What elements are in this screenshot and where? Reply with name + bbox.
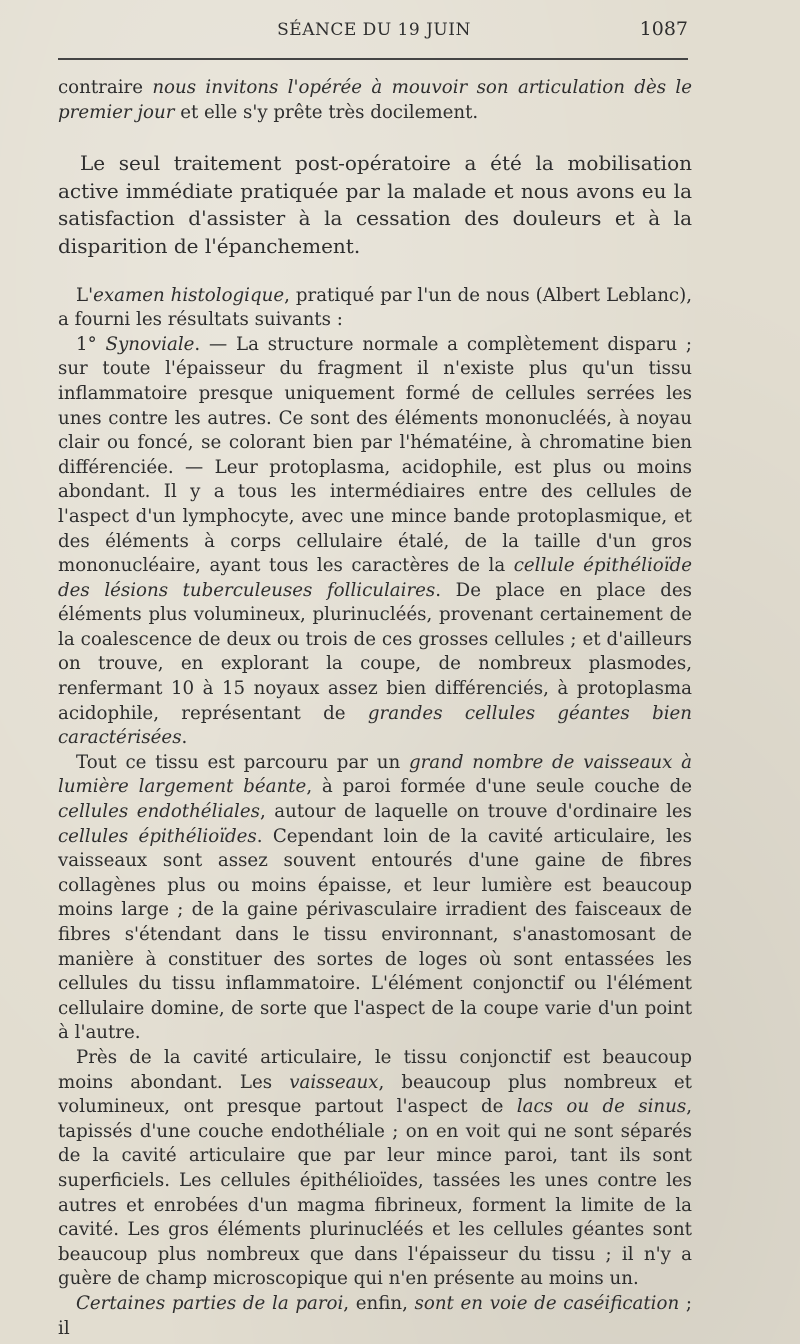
text-run: . De place en place des éléments plus volumineux, plurinucléés, provenant certainement de la coalescence de deux ou trois de ces grosses cellules ; et d'ailleurs on trouve, en explorant la coupe, de nombreux plasmodes, renfermant 10 à 15 noyaux assez bien différenciés, à protoplasma acidophile, représentant de [58,579,692,724]
text-run: , enfin, [343,1292,415,1314]
paragraph-synoviale [58,333,692,751]
body-text [58,76,692,1341]
text-run: et elle s'y prête très docilement. [174,101,479,123]
paragraph-caseification [58,1292,692,1341]
italic-run: examen histologique [93,284,285,306]
italic-run: lacs ou de sinus [516,1096,687,1118]
italic-run: Synoviale [105,333,195,355]
text-run: , beaucoup plus nombreux et volumineux, ont presque partout l'aspect de [58,1071,692,1118]
paragraph-treatment [58,150,692,260]
text-run: Tout ce tissu est parcouru par un [76,751,409,773]
page-number: 1087 [639,18,688,40]
text-run: , à paroi formée d'une seule couche de [306,776,692,798]
italic-run: Certaines parties de la paroi [76,1292,344,1314]
text-run: , autour de laquelle on trouve d'ordinaire les [259,801,692,823]
italic-run: cellules épithélioïdes [58,825,257,847]
text-run: , pratiqué par l'un de nous (Albert Leblanc), a fourni les résultats suivants : [58,284,692,331]
text-run: contraire [58,77,153,98]
italic-run: cellules endothéliales [58,801,260,823]
running-title: SÉANCE DU 19 JUIN [277,20,471,40]
italic-run: cellule épithélioïde des lésions tuberculeuses folliculaires [58,555,692,601]
italic-run: nous invitons l'opérée à mouvoir son articulation dès le premier jour [58,77,692,123]
text-run: ; il [58,1292,692,1339]
text-run: Près de la cavité articulaire, le tissu conjonctif est beaucoup moins abondant. Les [58,1046,692,1093]
paragraph-histology-intro [58,284,692,333]
italic-run: grand nombre de vaisseaux à lumière largement béante [58,751,692,798]
running-head [58,18,690,48]
paragraph-cavity [58,1046,692,1292]
italic-run: grandes cellules géantes bien caractérisées [58,702,692,749]
paragraph-vessels [58,751,692,1046]
text-run: 1° [76,333,106,355]
text-run: . — La structure normale a complètement disparu ; sur toute l'épaisseur du fragment il n'existe plus qu'un tissu inflammatoire presque uniquement formé de cellules serrées les unes contre les autres. Ce sont des éléments mononucléés, à noyau clair ou foncé, se colorant bien par l'hématéine, à chromatine bien différenciée. — Leur protoplasma, acidophile, est plus ou moins abondant. Il y a tous les intermédiaires entre des cellules de l'aspect d'un lymphocyte, avec une mince bande protoplasmique, et des éléments à corps cellulaire étalé, de la taille d'un gros mononucléaire, ayant tous les caractères de la [58,333,693,577]
header-rule [58,58,688,60]
text-run: . Cependant loin de la cavité articulaire, les vaisseaux sont assez souvent entourés d'une gaine de fibres collagènes plus ou moins épaisse, et leur lumière est beaucoup moins large ; de la gaine périvasculaire irradient des faisceaux de fibres s'étendant dans le tissu environnant, s'anastomosant de manière à constituer des sortes de loges où sont entassées les cellules du tissu inflammatoire. L'élément conjonctif ou l'élément cellulaire domine, de sorte que l'aspect de la coupe varie d'un point à l'autre. [58,825,693,1044]
text-run: , tapissés d'une couche endothéliale ; on en voit qui ne sont séparés de la cavité articulaire que par leur mince paroi, tant ils sont superficiels. Les cellules épithélioïdes, tassées les unes contre les autres et enrobées d'un magma fibrineux, forment la limite de la cavité. Les gros éléments plurinucléés et les cellules géantes sont beaucoup plus nombreux que dans l'épaisseur du tissu ; il n'y a guère de champ microscopique qui n'en présente au moins un. [58,1096,692,1290]
italic-run: sont en voie de caséification [414,1292,680,1314]
text-run: . [181,727,188,749]
text-run: L' [76,284,94,306]
paragraph-continuation [58,76,692,125]
italic-run: vaisseaux [289,1071,379,1093]
text-run: Le seul traitement post-opératoire a été la mobilisation active immédiate pratiquée par la malade et nous avons eu la satisfaction d'assister à la cessation des douleurs et à la disparition de l'épanchement. [58,151,692,258]
